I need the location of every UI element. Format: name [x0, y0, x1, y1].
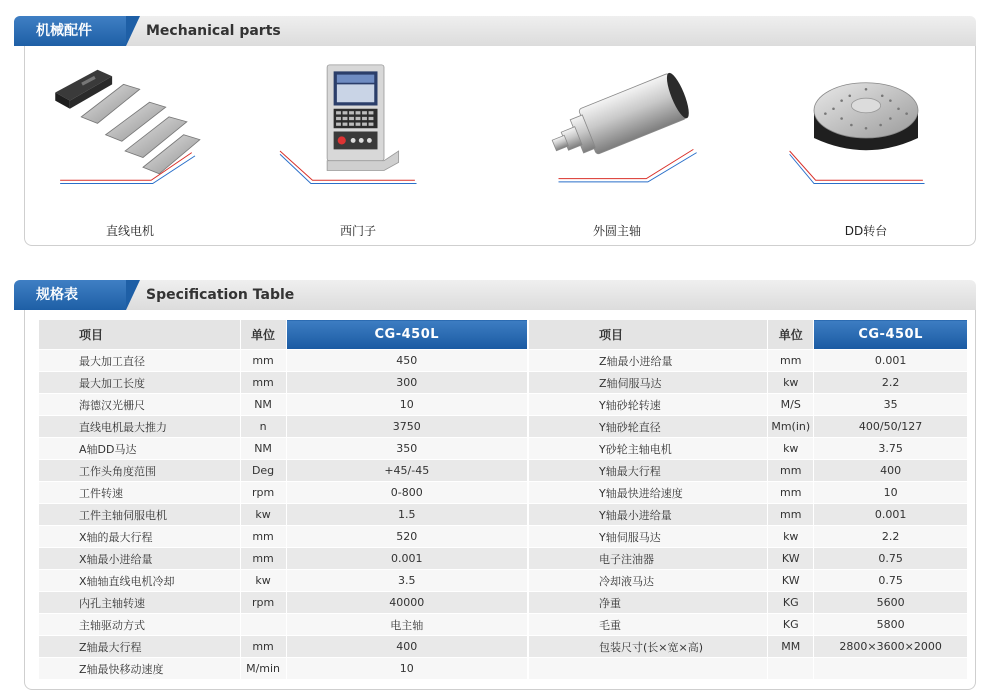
spec-unit: Deg — [240, 460, 286, 482]
table-row — [529, 570, 968, 592]
spec-name: Y轴最快进给速度 — [529, 482, 768, 504]
spec-unit: mm — [768, 350, 814, 372]
spec-name: X轴轴直线电机冷却 — [39, 570, 241, 592]
table-row — [529, 526, 968, 548]
spec-unit: Mm(in) — [768, 416, 814, 438]
spec-section-title: Specification Table — [146, 287, 295, 303]
spec-name: 主轴驱动方式 — [39, 614, 241, 636]
spec-unit — [768, 658, 814, 680]
part-siemens — [258, 60, 458, 238]
spec-value: 0.75 — [814, 570, 968, 592]
header-unit: 单位 — [768, 320, 814, 350]
table-row — [39, 482, 528, 504]
spec-name: Y轴最小进给量 — [529, 504, 768, 526]
spec-unit: NM — [240, 438, 286, 460]
spec-unit: KG — [768, 592, 814, 614]
spec-unit: kw — [768, 438, 814, 460]
table-row — [529, 416, 968, 438]
table-row — [529, 482, 968, 504]
table-row — [529, 372, 968, 394]
spec-name: 内孔主轴转速 — [39, 592, 241, 614]
spec-name: 工作头角度范围 — [39, 460, 241, 482]
header-item: 项目 — [39, 320, 241, 350]
spec-unit: kw — [768, 526, 814, 548]
spec-name: X轴的最大行程 — [39, 526, 241, 548]
spec-unit: mm — [240, 636, 286, 658]
spec-table-left — [38, 319, 528, 680]
spec-unit: mm — [768, 504, 814, 526]
table-row — [39, 350, 528, 372]
spec-name: Z轴最小进给量 — [529, 350, 768, 372]
spec-name: 最大加工长度 — [39, 372, 241, 394]
spec-name: Z轴伺服马达 — [529, 372, 768, 394]
spec-name — [529, 658, 768, 680]
spec-name: 毛重 — [529, 614, 768, 636]
spec-name: 海德汉光栅尺 — [39, 394, 241, 416]
spec-name: Y砂轮主轴电机 — [529, 438, 768, 460]
spec-unit: mm — [768, 460, 814, 482]
spec-unit: mm — [768, 482, 814, 504]
table-row — [39, 592, 528, 614]
part-caption: 直线电机 — [105, 224, 154, 238]
spec-value: 5600 — [814, 592, 968, 614]
spec-name: 净重 — [529, 592, 768, 614]
spec-value: 35 — [814, 394, 968, 416]
spec-name: X轴最小进给量 — [39, 548, 241, 570]
spec-value: 400 — [814, 460, 968, 482]
spec-name: Z轴最大行程 — [39, 636, 241, 658]
table-row — [39, 548, 528, 570]
spec-table-right — [528, 319, 968, 680]
spec-value: 0.001 — [286, 548, 527, 570]
table-row — [39, 570, 528, 592]
spec-value: 3750 — [286, 416, 527, 438]
siemens-controller-image — [258, 60, 458, 190]
spec-name: 冷却液马达 — [529, 570, 768, 592]
spec-value: 350 — [286, 438, 527, 460]
spec-unit: mm — [240, 526, 286, 548]
spec-name: 工件主轴伺服电机 — [39, 504, 241, 526]
parts-section-tag: 机械配件 — [14, 16, 126, 46]
dd-turntable-image — [766, 60, 966, 190]
table-row — [39, 658, 528, 680]
spec-name: 包装尺寸(长×宽×高) — [529, 636, 768, 658]
spec-value: 电主轴 — [286, 614, 527, 636]
part-caption: 西门子 — [339, 224, 376, 238]
table-row — [529, 460, 968, 482]
spec-value: 3.5 — [286, 570, 527, 592]
table-row — [39, 394, 528, 416]
table-row — [529, 504, 968, 526]
spec-unit: NM — [240, 394, 286, 416]
part-caption: DD转台 — [844, 224, 888, 238]
spec-value: 2800×3600×2000 — [814, 636, 968, 658]
spec-name: 工件转速 — [39, 482, 241, 504]
spec-value: 0-800 — [286, 482, 527, 504]
header-model: CG-450L — [814, 320, 968, 350]
table-row — [39, 416, 528, 438]
table-row — [529, 548, 968, 570]
spec-section-header — [14, 280, 976, 310]
spec-name: 最大加工直径 — [39, 350, 241, 372]
linear-motor-image — [30, 60, 230, 190]
spec-value: 300 — [286, 372, 527, 394]
spec-value: 450 — [286, 350, 527, 372]
table-row — [39, 372, 528, 394]
spec-value: 400 — [286, 636, 527, 658]
spec-unit: kw — [240, 570, 286, 592]
table-row — [529, 614, 968, 636]
table-row — [529, 394, 968, 416]
table-row — [39, 438, 528, 460]
spec-value: 1.5 — [286, 504, 527, 526]
spec-unit: rpm — [240, 592, 286, 614]
spec-value: 0.001 — [814, 504, 968, 526]
parts-section-header — [14, 16, 976, 46]
table-row — [39, 504, 528, 526]
spec-unit: KG — [768, 614, 814, 636]
spec-unit: KW — [768, 548, 814, 570]
header-item: 项目 — [529, 320, 768, 350]
spec-section-tag: 规格表 — [14, 280, 126, 310]
spec-value: 0.75 — [814, 548, 968, 570]
table-row — [529, 636, 968, 658]
spec-unit: M/S — [768, 394, 814, 416]
spec-unit: mm — [240, 372, 286, 394]
spec-value: 10 — [286, 658, 527, 680]
table-row — [39, 636, 528, 658]
spec-unit: MM — [768, 636, 814, 658]
table-row — [529, 592, 968, 614]
spec-name: Y轴砂轮转速 — [529, 394, 768, 416]
table-header-row — [39, 320, 528, 350]
header-unit: 单位 — [240, 320, 286, 350]
header-model: CG-450L — [286, 320, 527, 350]
spec-value — [814, 658, 968, 680]
table-row — [39, 526, 528, 548]
spec-unit: mm — [240, 350, 286, 372]
spindle-image — [517, 60, 717, 190]
spec-value: 400/50/127 — [814, 416, 968, 438]
spec-name: Y轴砂轮直径 — [529, 416, 768, 438]
spec-unit: kw — [768, 372, 814, 394]
spec-name: 直线电机最大推力 — [39, 416, 241, 438]
table-header-row — [529, 320, 968, 350]
part-dd-turntable — [766, 60, 966, 238]
spec-name: 电子注油器 — [529, 548, 768, 570]
spec-value: 0.001 — [814, 350, 968, 372]
spec-name: A轴DD马达 — [39, 438, 241, 460]
spec-unit: KW — [768, 570, 814, 592]
spec-unit: M/min — [240, 658, 286, 680]
spec-value: 10 — [814, 482, 968, 504]
spec-value: 3.75 — [814, 438, 968, 460]
table-row — [39, 614, 528, 636]
part-caption: 外圆主轴 — [592, 224, 641, 238]
spec-unit: n — [240, 416, 286, 438]
table-row — [529, 350, 968, 372]
spec-unit: rpm — [240, 482, 286, 504]
spec-value: 520 — [286, 526, 527, 548]
table-row — [529, 438, 968, 460]
spec-value: 2.2 — [814, 526, 968, 548]
spec-value: 2.2 — [814, 372, 968, 394]
spec-value: +45/-45 — [286, 460, 527, 482]
table-row — [529, 658, 968, 680]
part-spindle — [517, 60, 717, 238]
part-linear-motor — [30, 60, 230, 238]
spec-value: 5800 — [814, 614, 968, 636]
spec-value: 10 — [286, 394, 527, 416]
parts-section-title: Mechanical parts — [146, 23, 281, 39]
spec-unit: mm — [240, 548, 286, 570]
spec-name: Z轴最快移动速度 — [39, 658, 241, 680]
spec-name: Y轴伺服马达 — [529, 526, 768, 548]
table-row — [39, 460, 528, 482]
spec-name: Y轴最大行程 — [529, 460, 768, 482]
spec-unit — [240, 614, 286, 636]
spec-value: 40000 — [286, 592, 527, 614]
spec-unit: kw — [240, 504, 286, 526]
